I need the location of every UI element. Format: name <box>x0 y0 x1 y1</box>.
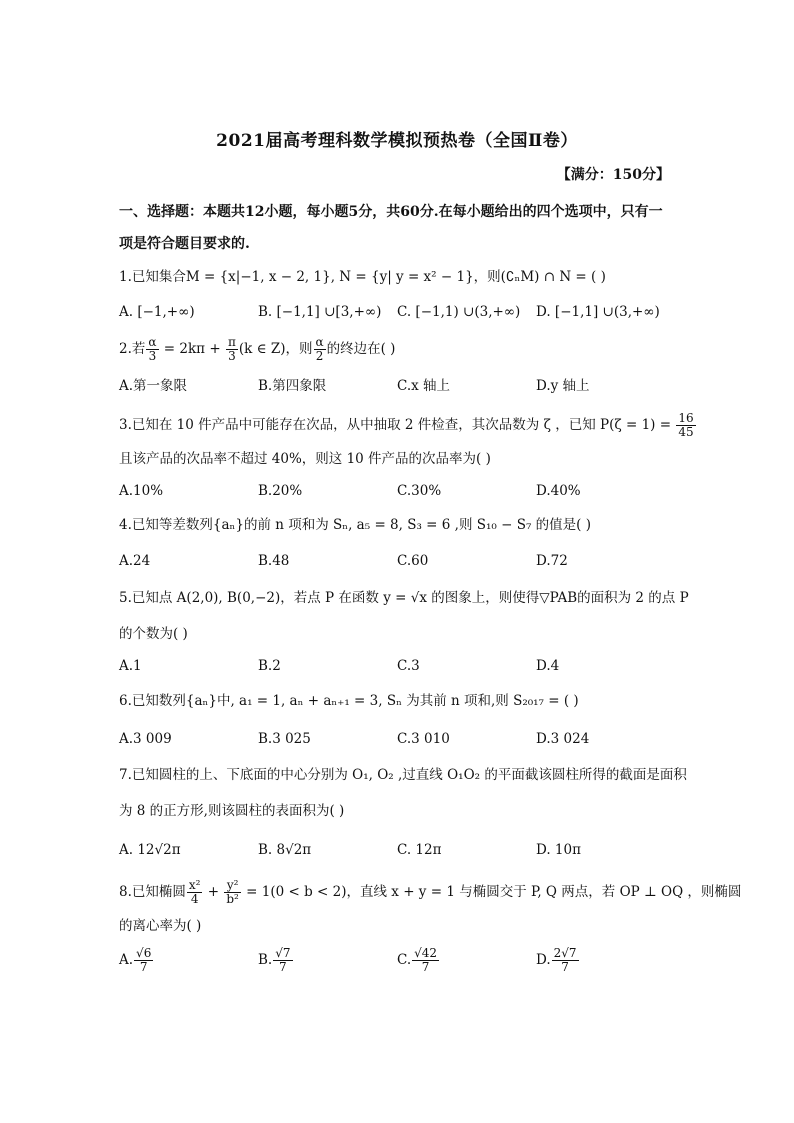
question-3-option-c: C.30% <box>397 483 442 499</box>
section-heading-line-2: 项是符合题目要求的. <box>119 236 250 252</box>
question-3-line-2: 且该产品的次品率不超过 40%，则这 10 件产品的次品率为( ) <box>119 451 491 467</box>
question-5-option-c: C.3 <box>397 658 420 674</box>
fraction-alpha-over-3: $\frac{\alpha}{3}$ <box>148 335 157 363</box>
question-6-option-b: B.3 025 <box>258 731 311 747</box>
question-3-line-1 <box>119 411 694 439</box>
question-1-option-b: B. [−1,1] ∪[3,+∞) <box>258 304 382 320</box>
question-7-option-a: A. 12√2π <box>119 842 181 858</box>
question-3-prefix: 3.已知在 10 件产品中可能存在次品，从中抽取 2 件检查，其次品数为 ζ ，已知 P(ζ = 1) = <box>119 417 676 433</box>
question-8-mid: + <box>203 884 224 900</box>
question-5-line-2: 的个数为( ) <box>119 626 188 642</box>
question-8-prefix: 8.已知椭圆 <box>119 884 186 900</box>
question-1-text: 1.已知集合M = {x|−1, x − 2, 1}, N = {y| y = x² − 1}，则(∁ₙM) ∩ N = ( ) <box>119 269 606 285</box>
fraction-alpha-over-2: $\frac{\alpha}{2}$ <box>315 335 324 363</box>
question-3-option-d: D.40% <box>536 483 581 499</box>
question-8-option-d: D. $\frac{2√7}{7}$ <box>536 946 577 974</box>
fraction-pi-over-3: $\frac{\pi}{3}$ <box>227 335 236 363</box>
question-2-mid-1: = 2kπ + <box>159 341 225 357</box>
question-8-options <box>119 947 679 981</box>
question-4-options <box>119 551 679 571</box>
question-6-options <box>119 729 679 749</box>
question-3-options <box>119 481 679 501</box>
question-2-option-c: C.x 轴上 <box>397 378 451 394</box>
question-5-option-a: A.1 <box>119 658 142 674</box>
question-3-option-b: B.20% <box>258 483 303 499</box>
question-6-option-a: A.3 009 <box>119 731 172 747</box>
question-8-suffix: = 1(0 < b < 2)，直线 x + y = 1 与椭圆交于 P, Q 两点，若 OP ⊥ OQ ，则椭圆 <box>241 884 742 900</box>
question-3-option-a: A.10% <box>119 483 164 499</box>
question-2-mid-2: (k ∈ Z)，则 <box>238 341 313 357</box>
question-2-option-a: A.第一象限 <box>119 378 188 394</box>
question-5-option-d: D.4 <box>536 658 560 674</box>
question-7-line-2: 为 8 的正方形,则该圆柱的表面积为( ) <box>119 803 345 819</box>
question-7-option-d: D. 10π <box>536 842 581 858</box>
question-8-line-1 <box>119 878 742 906</box>
question-5-line-1: 5.已知点 A(2,0), B(0,−2)，若点 P 在函数 y = √x 的图象上，则使得▽PAB的面积为 2 的点 P <box>119 590 689 606</box>
question-1-option-a: A. [−1,+∞) <box>119 304 195 320</box>
question-2-options <box>119 376 679 396</box>
fraction-x2-over-4: $\frac{\text{x²}}{4}$ <box>188 878 201 906</box>
question-6-text: 6.已知数列{aₙ}中, a₁ = 1, aₙ + aₙ₊₁ = 3, Sₙ 为其前 n 项和,则 S₂₀₁₇ = ( ) <box>119 693 579 709</box>
question-6-option-d: D.3 024 <box>536 731 590 747</box>
question-8-option-c: C. $\frac{√42}{7}$ <box>397 946 438 974</box>
question-4-option-a: A.24 <box>119 553 151 569</box>
question-1-options <box>119 302 679 322</box>
full-score-label: 【满分：150分】 <box>556 167 670 183</box>
question-1-option-d: D. [−1,1] ∪(3,+∞) <box>536 304 660 320</box>
question-8-line-2: 的离心率为( ) <box>119 918 202 934</box>
question-8-option-a: A. $\frac{√6}{7}$ <box>119 946 152 974</box>
question-2-option-b: B.第四象限 <box>258 378 327 394</box>
section-heading-line-1: 一、选择题：本题共12小题，每小题5分，共60分.在每小题给出的四个选项中，只有一 <box>119 204 663 220</box>
question-4-option-d: D.72 <box>536 553 568 569</box>
fraction-16-over-45: $\frac{16}{45}$ <box>678 411 694 439</box>
question-2-text <box>119 336 679 363</box>
question-4-option-c: C.60 <box>397 553 429 569</box>
question-2-suffix: 的终边在( ) <box>326 341 396 357</box>
question-7-option-b: B. 8√2π <box>258 842 312 858</box>
page-title: 2021届高考理科数学模拟预热卷（全国Ⅱ卷） <box>216 131 578 151</box>
question-6-option-c: C.3 010 <box>397 731 450 747</box>
question-2-prefix: 2.若 <box>119 341 146 357</box>
question-7-line-1: 7.已知圆柱的上、下底面的中心分别为 O₁, O₂ ,过直线 O₁O₂ 的平面截该圆柱所得的截面是面积 <box>119 767 687 783</box>
question-7-options <box>119 840 679 860</box>
question-5-option-b: B.2 <box>258 658 281 674</box>
question-4-text: 4.已知等差数列{aₙ}的前 n 项和为 Sₙ, a₅ = 8, S₃ = 6 ,则 S₁₀ − S₇ 的值是( ) <box>119 517 591 533</box>
question-2-option-d: D.y 轴上 <box>536 378 590 394</box>
question-5-options <box>119 656 679 676</box>
fraction-y2-over-b2: $\frac{\text{y²}}{\text{b²}}$ <box>226 878 239 906</box>
question-4-option-b: B.48 <box>258 553 290 569</box>
question-7-option-c: C. 12π <box>397 842 442 858</box>
question-8-option-b: B. $\frac{√7}{7}$ <box>258 946 291 974</box>
question-1-option-c: C. [−1,1) ∪(3,+∞) <box>397 304 521 320</box>
